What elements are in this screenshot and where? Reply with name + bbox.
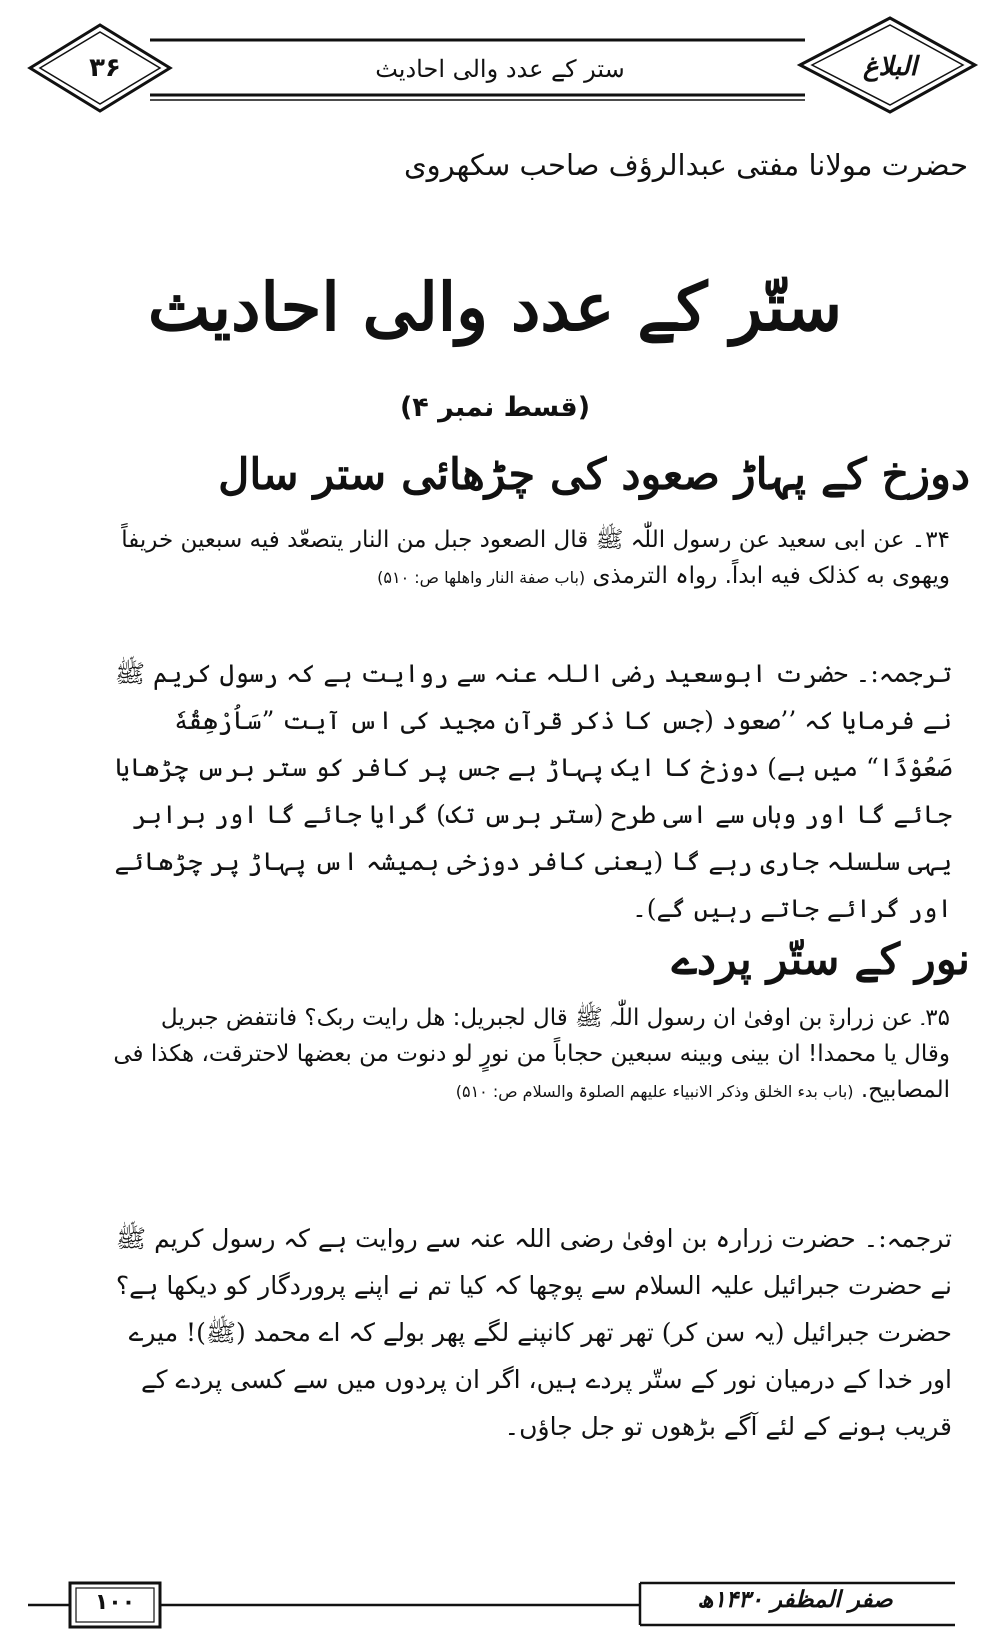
- footer-page-number: ۱۰۰: [94, 1590, 136, 1615]
- section2-arabic-text: [110, 1000, 950, 1110]
- section1-arabic-body: ۳۴۔ عن ابی سعید عن رسول اللّٰہ ﷺ قال الصعود جبل من النار یتصعّد فیه سبعین خریفاً ویھوی به کذلک فیه ابداً. رواہ الترمذی: [121, 527, 950, 589]
- part-label: (قسط نمبر ۴): [399, 392, 591, 423]
- author-name: حضرت مولانا مفتی عبدالرؤف صاحب سکھروی: [403, 148, 968, 182]
- section2-arabic-reference: (باب بدء الخلق وذکر الانبیاء علیھم الصلوۃ والسلام ص: ۵۱۰): [455, 1082, 854, 1101]
- magazine-logo: البلاغ: [862, 52, 918, 82]
- section1-arabic-text: [110, 522, 950, 596]
- section1-heading: دوزخ کے پہاڑ صعود کی چڑھائی ستر سال: [218, 450, 970, 500]
- page-header: [0, 0, 990, 130]
- section1-arabic-reference: (باب صفة النار واھلھا ص: ۵۱۰): [377, 568, 586, 587]
- section2-arabic-body: ۳۵۔ عن زرارۃ بن اوفیٰ ان رسول اللّٰہ ﷺ قال لجبریل: ھل رایت ربک؟ فانتفض جبریل وقال یا محمدا! ان بینی وبینه سبعین حجاباً من نورٍ لو دنوت من بعضھا لاحترقت، ھکذا فی المصابیح.: [113, 1005, 950, 1103]
- section1-translation: ترجمہ:۔ حضرت ابوسعید رضی اللہ عنہ سے روایت ہے کہ رسول کریم ﷺ نے فرمایا کہ ’’صعود (جس کا ذکر قرآن مجید کی اس آیت ”سَاُرْهِقُهٗ صَعُوْدًا“ میں ہے) دوزخ کا ایک پہاڑ ہے جس پر کافر کو ستر برس چڑھایا جائے گا اور وہاں سے اسی طرح (ستر برس تک) گرایا جائے گا اور برابر یہی سلسلہ جاری رہے گا (یعنی کافر دوزخی ہمیشہ اس پہاڑ پر چڑھائے اور گرائے جاتے رہیں گے)۔: [114, 659, 952, 923]
- section2-translation: ترجمہ:۔ حضرت زرارہ بن اوفیٰ رضی اللہ عنہ سے روایت ہے کہ رسول کریم ﷺ نے حضرت جبرائیل علیہ السلام سے پوچھا کہ کیا تم نے اپنے پروردگار کو دیکھا ہے؟ حضرت جبرائیل (یہ سن کر) تھر تھر کانپنے لگے پھر بولے کہ اے محمد (ﷺ)! میرے اور خدا کے درمیان نور کے ستّر پردے ہیں، اگر ان پردوں میں سے کسی پردے کے قریب ہونے کے لئے آگے بڑھوں تو جل جاؤں۔: [115, 1224, 952, 1441]
- running-title: ستر کے عدد والی احادیث: [375, 55, 625, 83]
- header-page-number: ۳۶: [89, 53, 121, 83]
- section2-heading: نور کے ستّر پردے: [671, 935, 970, 985]
- page-footer: [0, 1575, 990, 1635]
- footer-date: صفر المظفر ۱۴۳۰ھ: [697, 1587, 893, 1613]
- article-title: ستّر کے عدد والی احادیث: [147, 268, 843, 346]
